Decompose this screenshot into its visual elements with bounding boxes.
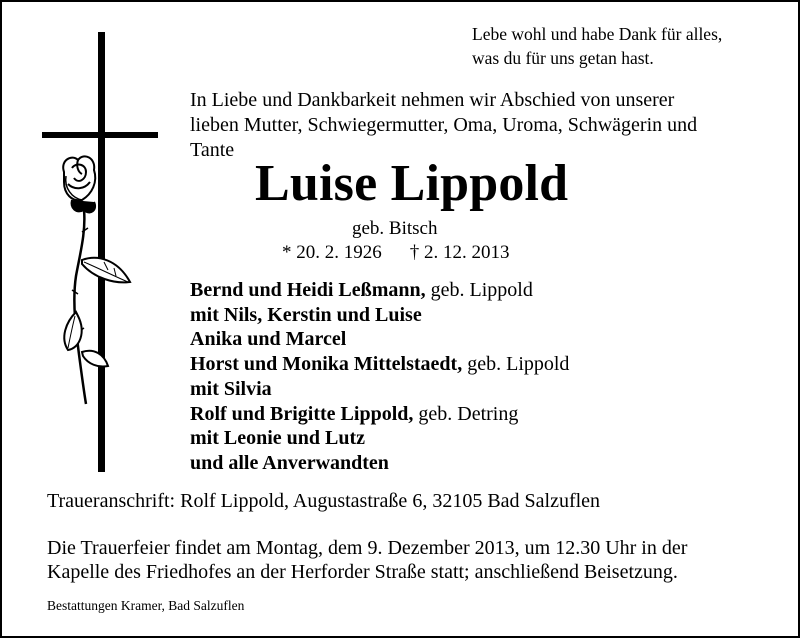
mourner-line <box>190 278 569 303</box>
quote-line: Lebe wohl und habe Dank für alles, <box>472 24 723 44</box>
mourner-name: Bernd und Heidi Leßmann, <box>190 279 426 301</box>
death-date: † 2. 12. 2013 <box>409 242 510 263</box>
intro-text <box>190 88 697 163</box>
mourner-note: geb. Lippold <box>425 279 533 301</box>
mourners-list <box>190 278 569 476</box>
life-dates <box>282 240 510 266</box>
mourner-name: und alle Anverwandten <box>190 451 389 474</box>
mourner-line <box>190 426 569 451</box>
ceremony-line: Die Trauerfeier findet am Montag, dem 9. Dezember 2013, um 12.30 Uhr in der <box>47 537 688 559</box>
farewell-quote <box>472 22 722 70</box>
mourner-name: mit Leonie und Lutz <box>190 427 366 450</box>
deceased-name: Luise Lippold <box>255 155 569 212</box>
mourner-name: Horst und Monika Mittelstaedt, <box>190 353 463 376</box>
intro-line: In Liebe und Dankbarkeit nehmen wir Abschied von unserer <box>190 89 675 111</box>
rose-icon <box>63 156 130 404</box>
mourner-line <box>190 402 569 427</box>
intro-line: Tante <box>190 139 235 161</box>
ceremony-line: Kapelle des Friedhofes an der Herforder Straße statt; anschließend Beisetzung. <box>47 561 678 583</box>
mourner-note: geb. Lippold <box>462 353 570 376</box>
birth-name: geb. Bitsch <box>352 218 438 239</box>
intro-line: lieben Mutter, Schwiegermutter, Oma, Uroma, Schwägerin und <box>190 114 698 136</box>
mourner-name: Anika und Marcel <box>190 328 347 351</box>
ceremony-info <box>47 536 687 584</box>
mourning-address: Traueranschrift: Rolf Lippold, Augustastraße 6, 32105 Bad Salzuflen <box>47 490 601 512</box>
undertaker-credit: Bestattungen Kramer, Bad Salzuflen <box>47 598 245 613</box>
birth-date: * 20. 2. 1926 <box>282 242 382 263</box>
mourner-note: geb. Detring <box>413 402 519 425</box>
mourner-line <box>190 451 569 476</box>
mourner-line <box>190 303 569 328</box>
mourner-line <box>190 377 569 402</box>
mourner-name: mit Nils, Kerstin und Luise <box>190 303 422 326</box>
cross-icon <box>42 32 172 472</box>
mourner-name: Rolf und Brigitte Lippold, <box>190 402 414 425</box>
quote-line: was du für uns getan hast. <box>472 48 654 68</box>
mourner-line <box>190 327 569 352</box>
mourner-line <box>190 352 569 377</box>
mourner-name: mit Silvia <box>190 377 272 400</box>
